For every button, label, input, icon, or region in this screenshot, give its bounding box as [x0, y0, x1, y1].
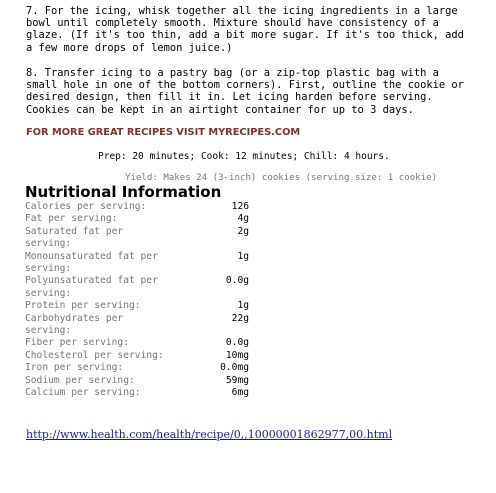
- nutrient-label: Saturated fat per serving:: [25, 225, 124, 250]
- nutrition-table: [25, 201, 249, 400]
- source-link[interactable]: http://www.health.com/health/recipe/0,,10000001862977,00.html: [26, 428, 393, 441]
- nutrient-value: 1g: [237, 250, 249, 262]
- nutrient-label: Calcium per serving:: [25, 387, 141, 399]
- nutrient-label: Monounsaturated fat per serving:: [25, 250, 158, 275]
- nutrient-value: 10mg: [225, 349, 249, 361]
- table-row: [25, 350, 249, 362]
- yield-info: Yield: Makes 24 (3-inch) cookies (serving size: 1 cookie): [125, 173, 438, 183]
- table-row: [25, 387, 249, 399]
- table-row: [25, 375, 249, 387]
- nutrition-title: Nutritional Information: [25, 183, 222, 201]
- nutrient-label: Iron per serving:: [25, 362, 124, 374]
- nutrient-label: Cholesterol per serving:: [25, 349, 164, 361]
- table-row: [25, 251, 249, 276]
- promo-banner: FOR MORE GREAT RECIPES VISIT MYRECIPES.COM: [26, 127, 301, 138]
- table-row: [25, 275, 249, 300]
- nutrient-value: 22g: [231, 312, 249, 324]
- nutrient-label: Fiber per serving:: [25, 337, 129, 349]
- prep-time: Prep: 20 minutes; Cook: 12 minutes; Chill: 4 hours.: [98, 151, 390, 162]
- nutrient-value: 59mg: [225, 374, 249, 386]
- nutrient-label: Carbohydrates per serving:: [25, 312, 124, 337]
- nutrient-value: 0.0g: [225, 275, 249, 287]
- nutrient-label: Fat per serving:: [25, 213, 118, 225]
- nutrient-value: 126: [231, 201, 249, 212]
- table-row: [25, 201, 249, 213]
- nutrient-label: Calories per serving:: [25, 201, 147, 212]
- table-row: [25, 362, 249, 374]
- nutrient-value: 1g: [237, 300, 249, 312]
- table-row: [25, 226, 249, 251]
- step-8-text: 8. Transfer icing to a pastry bag (or a zip-top plastic bag with a small hole in one of the bottom corners). First, outline the cookie or desired design, then fill it in. Let icing harden before serving. Cookies can be kept in an airtight container for up to 3 days.: [26, 67, 464, 116]
- nutrient-label: Polyunsaturated fat per serving:: [25, 275, 158, 299]
- nutrient-label: Protein per serving:: [25, 300, 141, 312]
- nutrient-value: 0.0g: [225, 337, 249, 349]
- table-row: [25, 337, 249, 349]
- table-row: [25, 213, 249, 225]
- nutrient-value: 6mg: [231, 387, 249, 399]
- table-row: [25, 313, 249, 338]
- nutrient-label: Sodium per serving:: [25, 374, 135, 386]
- nutrient-value: 4g: [237, 213, 249, 225]
- step-7-text: 7. For the icing, whisk together all the icing ingredients in a large bowl until completely smooth. Mixture should have consistency of a glaze. (If it's too thin, add a bit more sugar. If it's too thick, add a few more drops of lemon juice.): [26, 5, 464, 54]
- nutrient-value: 0.0mg: [220, 362, 249, 374]
- nutrient-value: 2g: [237, 225, 249, 237]
- table-row: [25, 300, 249, 312]
